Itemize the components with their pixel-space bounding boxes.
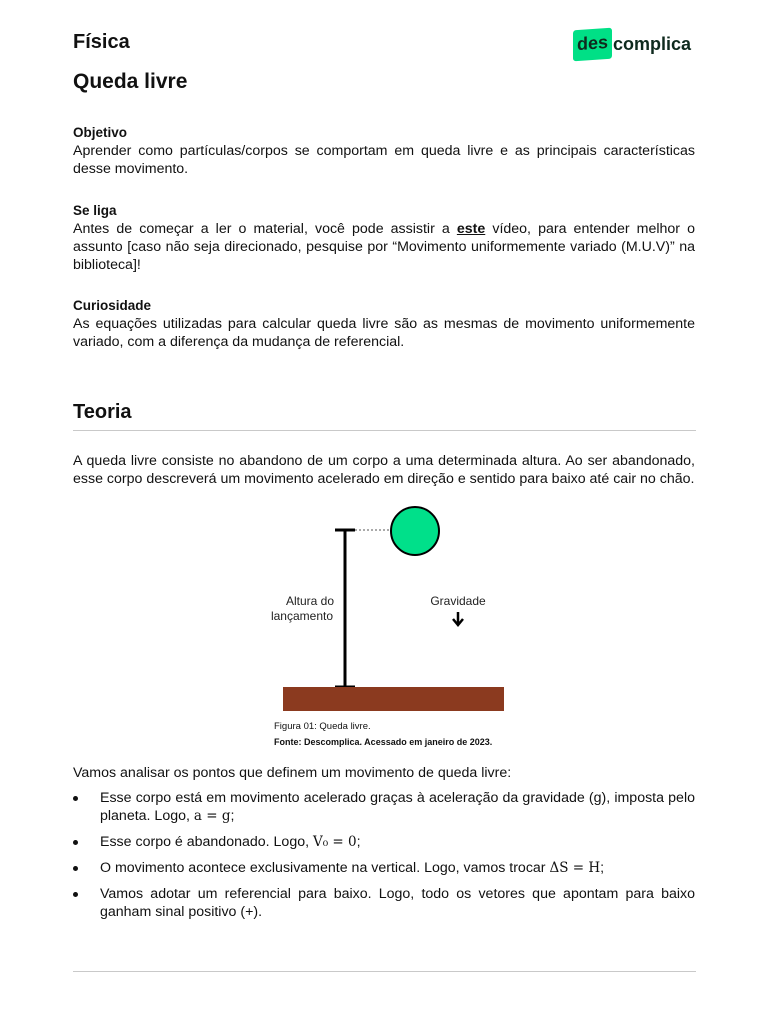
ground xyxy=(283,687,504,711)
bullet-icon xyxy=(73,892,78,897)
list-item xyxy=(73,833,695,851)
list-item-math: ΔS = H xyxy=(549,860,601,876)
list-item-text: O movimento acontece exclusivamente na vertical. Logo, vamos trocar xyxy=(100,860,550,876)
bullet-icon xyxy=(73,866,78,871)
height-label-1: Altura do xyxy=(285,594,335,608)
falling-ball xyxy=(391,507,439,555)
objetivo-heading: Objetivo xyxy=(73,125,128,140)
list-item-text: Esse corpo é abandonado. Logo, xyxy=(100,834,313,850)
list-item-end: ; xyxy=(600,860,605,876)
teoria-intro: A queda livre consiste no abandono de um corpo a uma determinada altura. Ao ser abandonado, esse corpo descreverá um movimento acelerado em direção e sentido para baixo até cair no chão. xyxy=(73,453,695,487)
logo-text: complica xyxy=(613,33,692,54)
analysis-intro: Vamos analisar os pontos que definem um movimento de queda livre: xyxy=(73,765,512,781)
seliga-heading: Se liga xyxy=(73,203,117,218)
curiosidade-heading: Curiosidade xyxy=(73,298,152,313)
descomplica-logo[interactable] xyxy=(573,27,691,61)
page-title: Queda livre xyxy=(73,70,188,93)
analysis-list xyxy=(73,789,695,929)
list-item xyxy=(73,885,695,921)
subject-title: Física xyxy=(73,31,130,53)
list-item-end: ; xyxy=(356,834,361,850)
footer-divider xyxy=(73,971,696,972)
seliga-text xyxy=(73,220,695,274)
objetivo-text: Aprender como partículas/corpos se comportam em queda livre e as principais características desse movimento. xyxy=(73,143,695,177)
curiosidade-section xyxy=(73,297,695,351)
list-item-math: V₀ = 0 xyxy=(312,834,357,850)
teoria-heading: Teoria xyxy=(73,401,132,423)
logo-box: des xyxy=(573,27,612,61)
list-item xyxy=(73,789,695,825)
video-link[interactable]: este xyxy=(456,221,486,237)
seliga-text-after: vídeo, para entender melhor o assunto [caso não seja direcionado, pesquise por “Movimento uniformemente variado (M.U.V)” na biblioteca]! xyxy=(73,221,695,273)
figure-caption: Figura 01: Queda livre. xyxy=(274,721,371,732)
list-item-math: a = g xyxy=(193,808,231,824)
height-label-2: lançamento xyxy=(270,609,334,623)
gravity-label: Gravidade xyxy=(430,594,486,608)
objetivo-section xyxy=(73,124,695,178)
section-divider xyxy=(73,430,696,431)
list-item-text: Esse corpo está em movimento acelerado graças à aceleração da gravidade (g), imposta pelo planeta. Logo, xyxy=(100,790,695,824)
figure-source: Fonte: Descomplica. Acessado em janeiro de 2023. xyxy=(274,737,493,747)
curiosidade-text: As equações utilizadas para calcular queda livre são as mesmas de movimento uniformemente variado, com a diferença da mudança de referencial. xyxy=(73,316,695,350)
free-fall-figure xyxy=(265,506,510,716)
seliga-section xyxy=(73,202,695,274)
free-fall-diagram xyxy=(265,506,510,716)
list-item-text: Vamos adotar um referencial para baixo. Logo, todo os vetores que apontam para baixo ganham sinal positivo (+). xyxy=(100,886,695,920)
gravity-arrow-icon xyxy=(453,612,463,625)
list-item xyxy=(73,859,695,877)
seliga-text-before: Antes de começar a ler o material, você pode assistir a xyxy=(73,221,457,237)
bullet-icon xyxy=(73,840,78,845)
bullet-icon xyxy=(73,796,78,801)
list-item-end: ; xyxy=(230,808,235,824)
